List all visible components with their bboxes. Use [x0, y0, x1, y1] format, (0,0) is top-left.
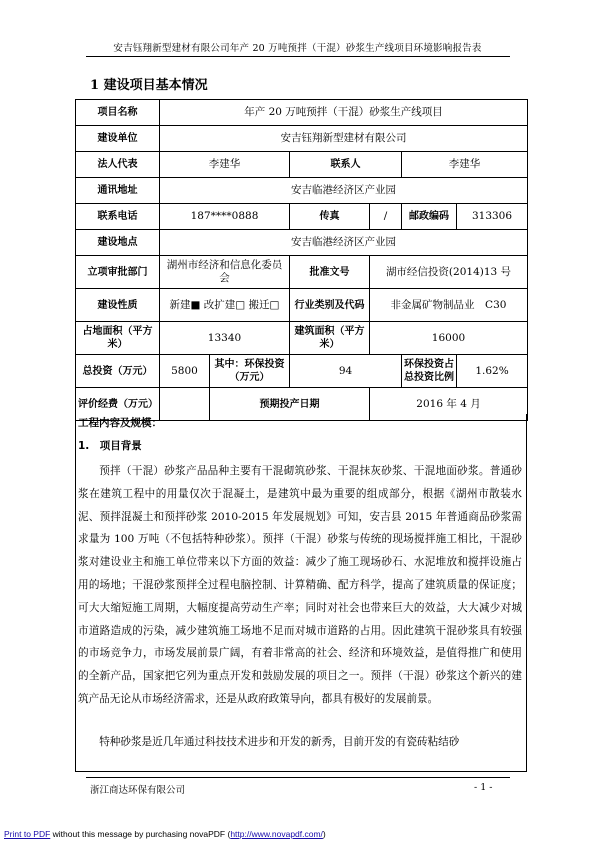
pdf-note-end: ) — [322, 829, 326, 839]
phone-value: 187****0888 — [160, 204, 290, 230]
section-title: 1 建设项目基本情况 — [90, 78, 208, 93]
site-label: 建设地点 — [76, 230, 160, 256]
building-area-value: 16000 — [370, 322, 528, 355]
contact-value: 李建华 — [402, 152, 528, 178]
fax-label: 传真 — [290, 204, 370, 230]
address-value: 安吉临港经济区产业园 — [160, 178, 528, 204]
project-name-value: 年产 20 万吨预拌（干混）砂浆生产线项目 — [160, 100, 528, 126]
env-ratio-value: 1.62% — [457, 355, 528, 388]
table-row — [76, 126, 528, 152]
fax-value: / — [370, 204, 402, 230]
postcode-label: 邮政编码 — [402, 204, 457, 230]
phone-label: 联系电话 — [76, 204, 160, 230]
builder-value: 安吉钰翔新型建材有限公司 — [160, 126, 528, 152]
work-content-box — [75, 414, 527, 772]
postcode-value: 313306 — [457, 204, 528, 230]
project-info-table — [75, 99, 528, 421]
site-value: 安吉临港经济区产业园 — [160, 230, 528, 256]
pdf-note-text: without this message by purchasing novaPDF ( — [50, 829, 231, 839]
page-number: - 1 - — [474, 782, 493, 793]
env-ratio-label: 环保投资占总投资比例 — [402, 355, 457, 388]
nature-label: 建设性质 — [76, 289, 160, 322]
address-label: 通讯地址 — [76, 178, 160, 204]
background-paragraph: 预拌（干混）砂浆产品品种主要有干混砌筑砂浆、干混抹灰砂浆、干混地面砂浆。普通砂浆在建筑工程中的用量仅次于混凝土，是建筑中最为重要的组成部分，根据《湖州市散装水泥、预拌混凝土和预拌砂浆 2010-2015 年发展规划》可知，安吉县 2015 年普通商品砂浆需求量为 100 万吨（不包括特种砂浆）。预拌（干混）砂浆与传统的现场搅拌施工相比，干混砂浆对建设业主和施工单位带来以下方面的效益：减少了施工现场砂石、水泥堆放和搅拌设施占用的场地；干混砂浆预拌全过程电脑控制、计算精确、配方科学，提高了建筑质量的保证度；可大大缩短施工周期，大幅度提高劳动生产率；同时对社会也带来巨大的效益，大大减少对城市道路造成的污染，减少建筑施工场地不足而对城市道路的占用。因此建筑干混砂浆具有较强的市场竞争力，市场发展前景广阔，有着非常高的社会、经济和环境效益，是值得推广和使用的全新产品，国家把它列为重点开发和鼓励发展的项目之一。预拌（干混）砂浆这个新兴的建筑产品无论从市场经济需求，还是从政府政策导向，都具有极好的发展前景。 — [78, 465, 522, 705]
pdf-watermark-note — [4, 829, 326, 839]
table-row — [76, 204, 528, 230]
approval-dept-label: 立项审批部门 — [76, 256, 160, 289]
total-invest-value: 5800 — [160, 355, 210, 388]
novapdf-link[interactable]: http://www.novapdf.com/ — [230, 829, 323, 839]
start-date-label: 预期投产日期 — [210, 388, 370, 421]
legal-rep-label: 法人代表 — [76, 152, 160, 178]
contact-label: 联系人 — [290, 152, 402, 178]
industry-value: 非金属矿物制品业 C30 — [370, 289, 528, 322]
builder-label: 建设单位 — [76, 126, 160, 152]
approval-no-value: 湖市经信投资(2014)13 号 — [370, 256, 528, 289]
eval-fee-label: 评价经费（万元） — [76, 388, 160, 421]
legal-rep-value: 李建华 — [160, 152, 290, 178]
nature-value: 新建■ 改扩建□ 搬迁□ — [160, 289, 290, 322]
table-row — [76, 178, 528, 204]
background-heading: 1. 项目背景 — [78, 440, 142, 452]
table-row — [76, 256, 528, 289]
project-name-label: 项目名称 — [76, 100, 160, 126]
total-invest-label: 总投资（万元） — [76, 355, 160, 388]
table-row — [76, 230, 528, 256]
start-date-value: 2016 年 4 月 — [370, 388, 528, 421]
table-row — [76, 289, 528, 322]
special-mortar-paragraph: 特种砂浆是近几年通过科技技术进步和开发的新秀，目前开发的有瓷砖粘结砂 — [99, 736, 460, 748]
table-row — [76, 355, 528, 388]
env-invest-value: 94 — [290, 355, 402, 388]
header-divider — [86, 56, 510, 57]
document-header: 安吉钰翔新型建材有限公司年产 20 万吨预拌（干混）砂浆生产线项目环境影响报告表 — [113, 43, 482, 54]
industry-label: 行业类别及代码 — [290, 289, 370, 322]
table-row — [76, 322, 528, 355]
print-to-pdf-link[interactable]: Print to PDF — [4, 829, 51, 839]
work-content-title: 工程内容及规模： — [78, 417, 162, 429]
land-area-label: 占地面积（平方米） — [76, 322, 160, 355]
table-row — [76, 152, 528, 178]
land-area-value: 13340 — [160, 322, 290, 355]
table-row — [76, 100, 528, 126]
approval-no-label: 批准文号 — [290, 256, 370, 289]
building-area-label: 建筑面积（平方米） — [290, 322, 370, 355]
footer-company: 浙江商达环保有限公司 — [90, 785, 186, 796]
footer-divider — [86, 777, 510, 778]
approval-dept-value: 湖州市经济和信息化委员会 — [160, 256, 290, 289]
env-invest-label: 其中：环保投资（万元） — [210, 355, 290, 388]
